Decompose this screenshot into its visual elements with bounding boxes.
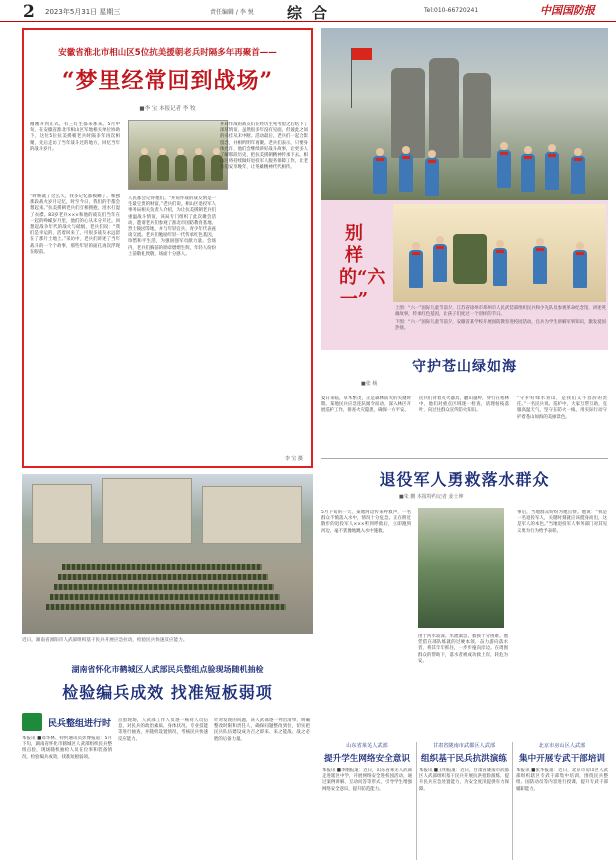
short-article-text: 本报讯 ■李刚报道：近日，山东省莱芜人武部走进辖区中学，开展网络安全进校园活动，通过案例讲解、互动问答等形式，引导学生增强网络安全意识，提升防范能力。 <box>322 768 412 792</box>
short-article <box>516 742 608 860</box>
column-divider <box>416 742 417 860</box>
newspaper-logo: 中国国防报 <box>540 4 595 17</box>
section-title: 综合 <box>287 4 338 22</box>
short-article <box>419 742 509 860</box>
feature-byline: ■李 宝 本报记者 李 牧 <box>139 106 196 112</box>
forest-article-title: 守护苍山绿如海 <box>412 359 517 375</box>
short-article <box>322 742 412 860</box>
short-article-text: 本报讯 ■张华报道：近日，北京市房山区人武部组织辖区专武干部集中培训，围绕民兵整组、国防动员等内容进行授课，提升专武干部履职能力。 <box>516 768 608 792</box>
forest-text-col1: 夏日来临，草木繁茂，正是森林防火的关键时期。某地民兵应急连队闻令而动，深入林区开展巡护工作，排查火灾隐患，确保一方平安。 <box>321 396 411 414</box>
rescue-text-col1: 5月下旬的一天，某地河边传来呼救声，一名群众不慎落入水中，情况十分危急。正在附近散步的退役军人×××听到呼救后，立即跑到河边，毫不犹豫地跳入水中施救。 <box>321 510 411 534</box>
forest-text-col3: “守护好绿水青山，是我们义不容辞的责任。”一名民兵说。巡护中，大家互帮互助，克服高温天气，坚守在防火一线，用实际行动守护着苍山如海的美丽景色。 <box>517 396 607 420</box>
feature-text-col1a: 刚刚开到正式，有三灯生都来那来。5月中旬，在安徽省淮北市相山区军地相关单位协助下，这位5位抗美援朝老兵时隔多年再次相聚，先后走访了当年战斗过的地方，回忆当年的战斗岁月。 <box>30 122 120 152</box>
short-article-title: 提升学生网络安全意识 <box>324 754 410 764</box>
column-banner-text: 民兵整组进行时 <box>48 719 112 729</box>
feature-text-col1b: “时候就了这么久，我多记忆都模糊了，唯独那段战火岁月记忆，时至今日，我们的手都会想起来。”抗美援朝老兵们互相拥抱，泪水打湿了衣襟。83岁老兵×××和他的战友们当年在一起的峥嵘岁月里，他们的心从未分开过。回想起战争年代的战火与硝烟，老兵们说：“我们是幸运的，活着回来了，可很多战友永远留在了那片土地上。”采访中，老兵们讲述了当年战斗的一个个故事，那些年轻的面孔再次浮现在眼前。 <box>30 194 120 255</box>
rescue-article-title: 退役军人勇救落水群众 <box>379 470 550 489</box>
short-article-kicker: 山东省莱芜人武部 <box>346 743 388 749</box>
rescue-article-byline: ■朱 鹏 本报特约记者 姜士坤 <box>399 494 464 500</box>
telephone: Tel:010-66720241 <box>424 7 479 14</box>
issue-date: 2023年5月31日 星期三 <box>45 8 121 16</box>
column-badge-icon <box>22 713 42 731</box>
short-article-kicker: 北京市房山区人武部 <box>538 743 586 749</box>
short-article-text: 本报讯 ■王明报道：近日，甘肃省陇南市武都区人武部组织基干民兵开展抗洪抢险演练，提升民兵应急处置能力，为安全度汛提供有力保障。 <box>419 768 509 792</box>
inspection-text-col1: 本报讯 ■邓华林、特约通讯员彭博报道：5月下旬，湖南省怀化市鹤城区人武部组织民兵整组点验，现场随机抽检人员在位率和装备情况，检验编兵成效，找准短板弱项。 <box>22 736 112 760</box>
editors: 责任编辑 / 李 悦 <box>210 9 254 16</box>
caption-bottom: 下图：“六一”国际儿童节前夕，安徽省某学校开展国防教育进校园活动，官兵为学生讲解军事知识，激发爱国热情。 <box>395 320 606 331</box>
childrens-day-captions <box>395 306 607 334</box>
rescue-text-col2: 由于河水较深、水流湍急，救援十分困难。他凭借在部队练就的过硬本领，奋力游向落水者，将其牢牢抓住，一步步拖向岸边。在周围群众的帮助下，落水者被成功救上岸，转危为安。 <box>418 634 508 664</box>
masthead <box>0 0 616 22</box>
childrens-day-block <box>321 28 608 350</box>
rescue-text-col3: 事后，当地群众纷纷为他点赞。他说：“我是一名退役军人，关键时刻就应该挺身而出，这是军人的本色。”当地退役军人事务部门对其见义勇为行为给予表彰。 <box>517 510 607 534</box>
forest-article-byline: ■张 杨 <box>361 381 378 387</box>
inspection-text-col2: 点验现场，人武部工作人员逐一核对人员信息，对民兵的政治素质、身体状况、专业技能等进行抽查，并随机设置情况，考核民兵快速反应能力。 <box>118 718 208 742</box>
feature-headline: “梦里经常回到战场” <box>61 68 274 94</box>
column-divider <box>512 742 513 860</box>
veterans-photo <box>128 120 228 190</box>
feature-text-col2: 人民都会记得他们。“并肩作战的战友情是一生最宝贵的财富。”老兵们说。相山区退役军人事务局相关负责人介绍，为让抗美援朝老兵们重温战斗情谊，该局专门组织了此次聚会活动，邀请老兵们参观了淮北市国防教育基地、烈士陵园等地，并与年轻官兵、青少年代表座谈交流。老兵们勉励年轻一代传承红色基因，珍惜和平生活，为强国强军贡献力量。会场内，老兵们胸前的勋章熠熠生辉，年轻人纷纷上前敬礼致敬，场面十分感人。 <box>128 196 216 257</box>
feature-text-col3: 并肩作战的战友们在经历生死考验之后结下了深厚情谊，虽然很多年没有见面，但彼此之间的牵挂从未中断。活动最后，老兵们一起合影留念，并相约明年再聚。老兵们表示，只要身体允许，他们会继续讲好战斗故事，让更多人了解那段历史，把抗美援朝精神传承下去。相山区将持续做好退役军人服务保障工作，让老兵们安享晚年，让英雄精神代代相传。 <box>220 122 308 171</box>
rescue-article-head <box>321 458 608 506</box>
militia-drill-photo <box>22 474 313 634</box>
inspection-kicker: 湖南省怀化市鹤城区人武部民兵整组点验现场随机抽检 <box>71 665 264 674</box>
page-number: 2 <box>23 2 35 22</box>
classroom-photo <box>393 204 606 302</box>
drill-photo-caption: 近日，湖南省浏阳市人武部组织基干民兵开展应急拉动，检验民兵快速反应能力。 <box>22 638 188 643</box>
short-article-kicker: 甘肃省陇南市武都区人武部 <box>432 743 496 749</box>
short-article-title: 集中开展专武干部培训 <box>519 754 605 764</box>
rescue-photo <box>418 508 504 628</box>
inspection-text-col3: 针对发现的问题，该人武部逐一列出清单，明确整改时限和责任人，确保问题整改到位，切实把民兵队伍建设成为召之即来、来之能战、战之必胜的后备力量。 <box>214 718 310 742</box>
memorial-photo <box>321 28 608 200</box>
feature-credit: 李 宝 摄 <box>284 456 303 462</box>
childrens-day-title: 别样的“六一” <box>339 223 386 310</box>
short-article-title: 组织基干民兵抗洪演练 <box>421 754 507 764</box>
feature-article <box>22 28 313 468</box>
inspection-title: 检验编兵成效 找准短板弱项 <box>62 683 273 702</box>
forest-article-head <box>321 356 608 394</box>
feature-kicker: 安徽省淮北市相山区5位抗美援朝老兵时隔多年再聚首—— <box>58 48 277 58</box>
caption-top: 上图：“六一”国际儿童节前夕，江苏省徐州市邳州市人民武装部组织民兵和少先队员参观革命纪念馆，讲述英雄故事，传承红色基因，让孩子们度过一个别样的节日。 <box>395 306 606 317</box>
forest-text-col2: 民兵们背着灭火器具，翻山越岭，穿行在密林中，他们对重点区域逐一检查，清理枯枝落叶，向过往群众宣传防火知识。 <box>419 396 509 414</box>
